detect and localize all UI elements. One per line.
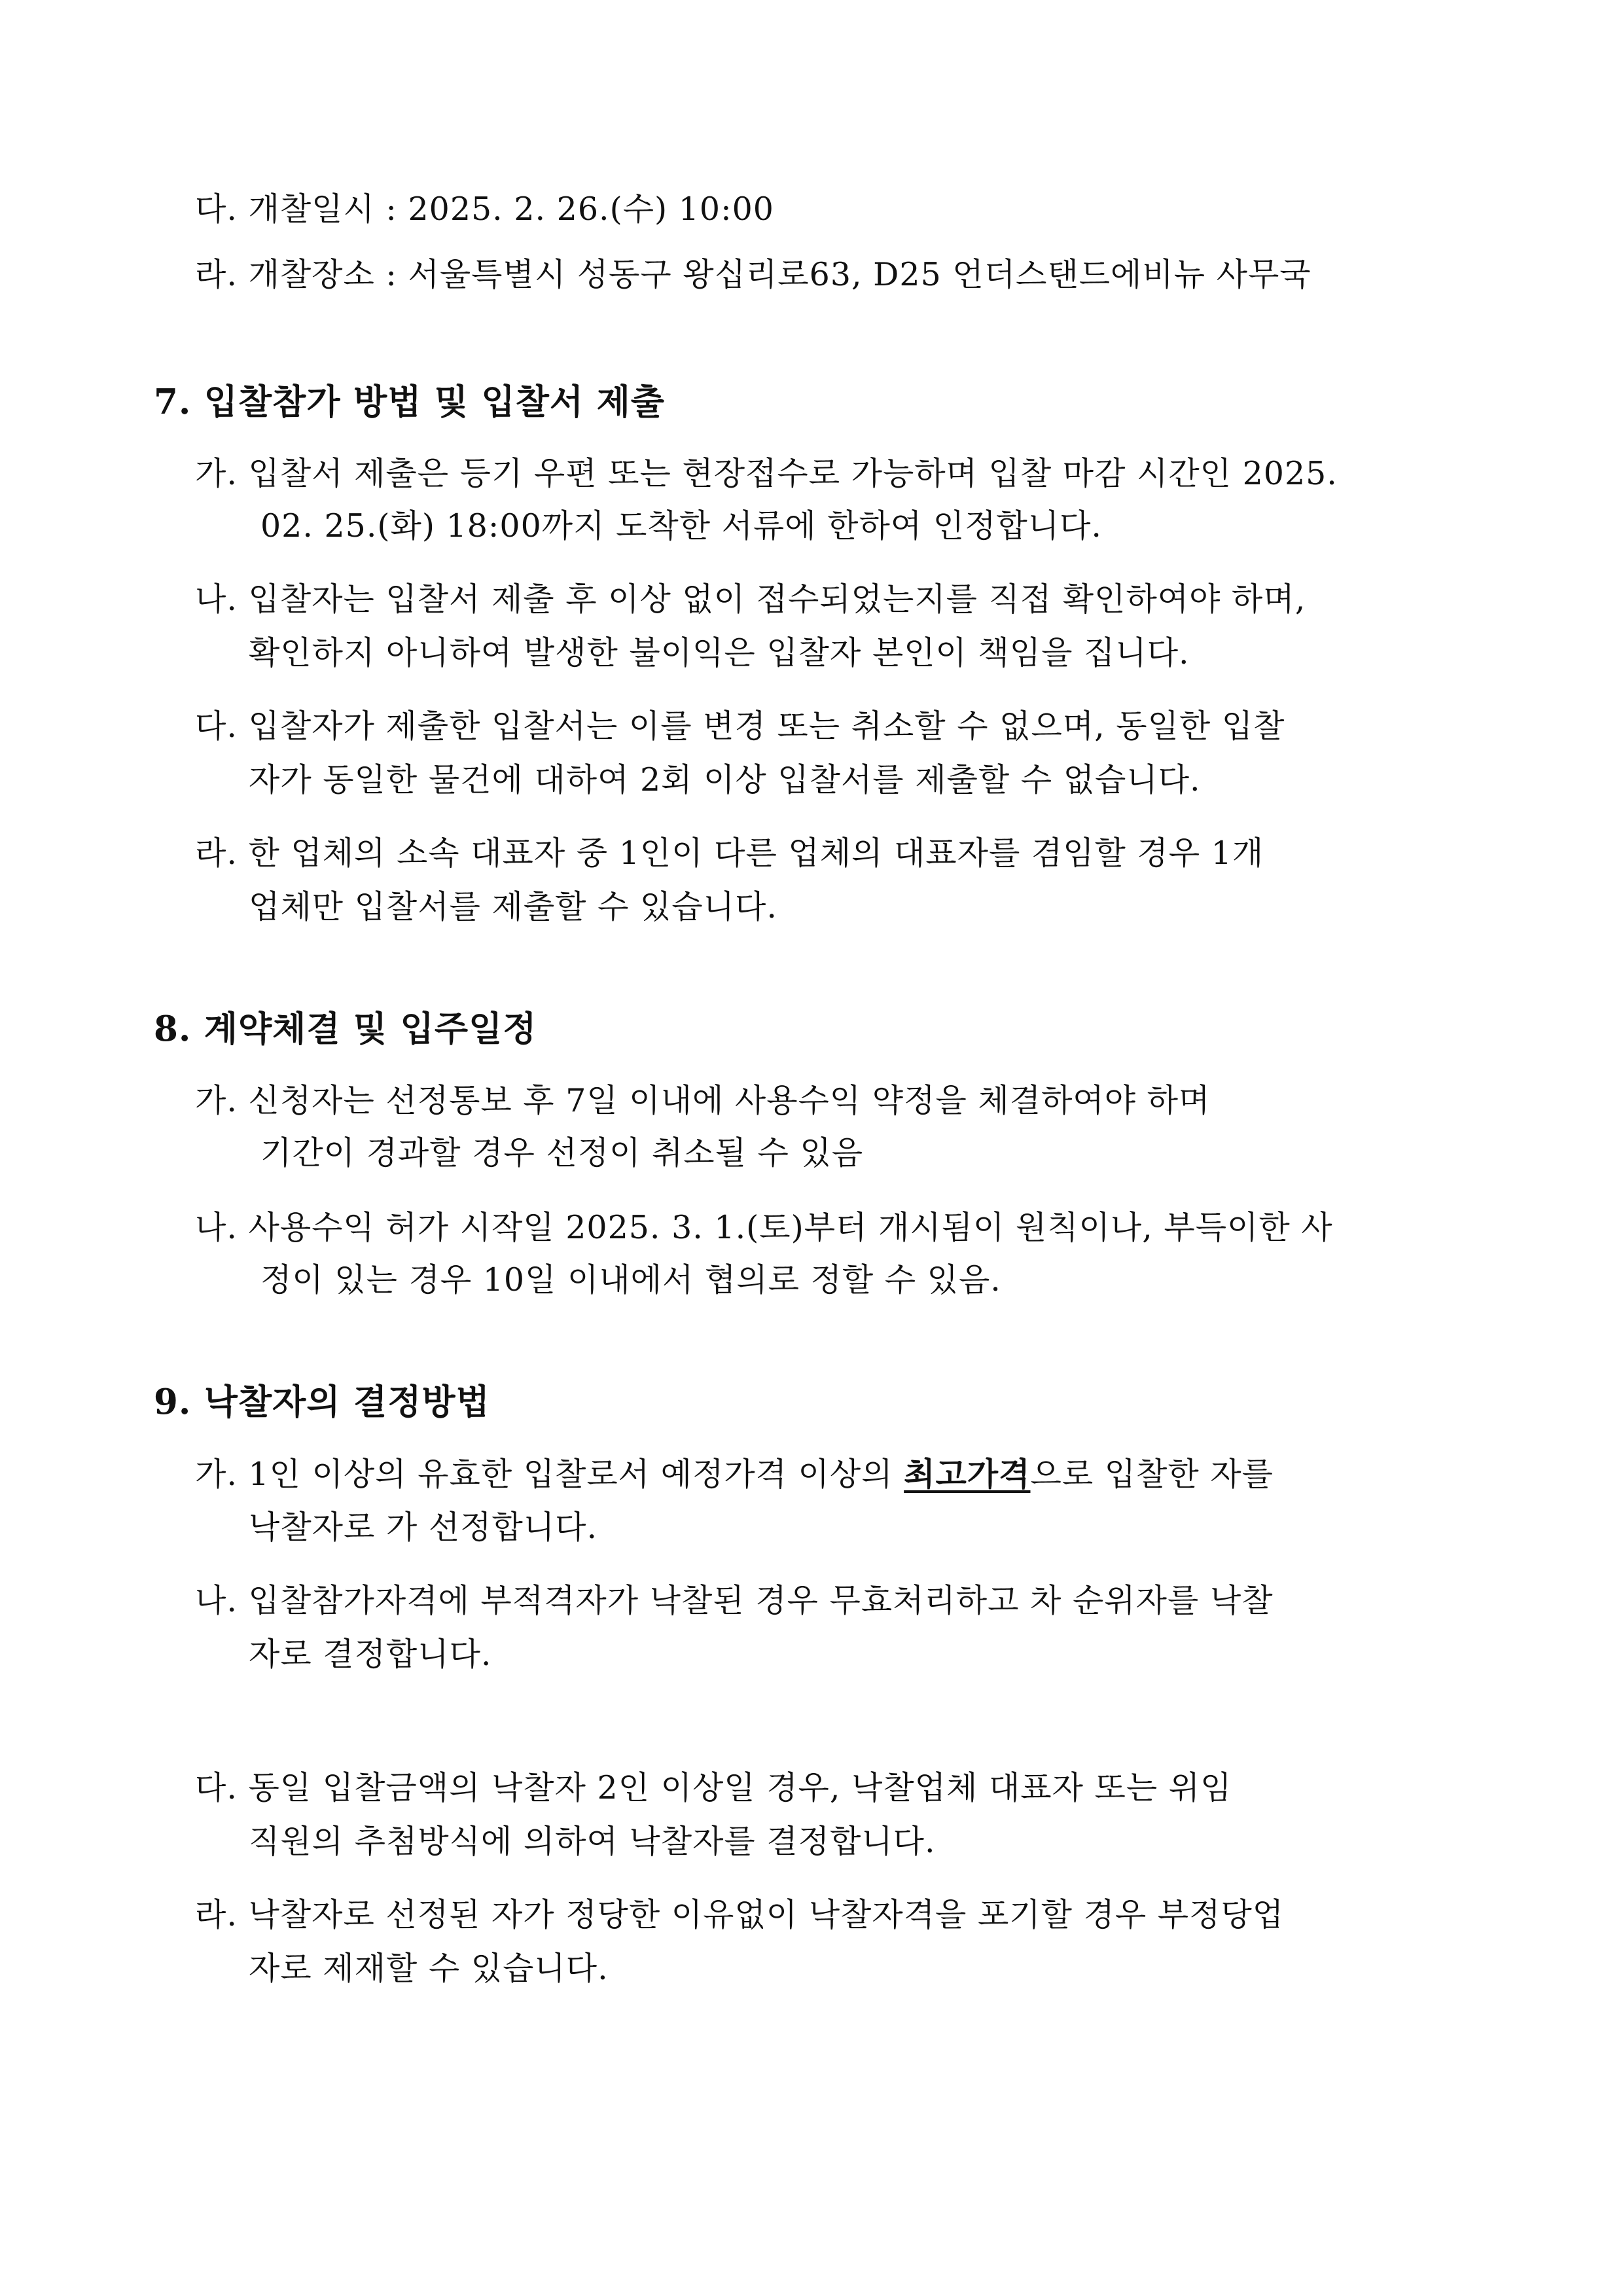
s9-item-ga-line1 (195, 1454, 1274, 1494)
s9-item-ra-line2: 자로 제재할 수 있습니다. (249, 1950, 609, 1987)
s7-item-da-line1: 다. 입찰자가 제출한 입찰서는 이를 변경 또는 취소할 수 없으며, 동일한 입찰 (195, 708, 1285, 745)
s9-item-ga-line2: 낙찰자로 가 선정합니다. (249, 1509, 598, 1546)
s7-item-ra-line1: 라. 한 업체의 소속 대표자 중 1인이 다른 업체의 대표자를 겸임할 경우 1개 (195, 834, 1264, 872)
s7-item-ga-line1: 가. 입찰서 제출은 등기 우편 또는 현장접수로 가능하며 입찰 마감 시간인 2025. (195, 455, 1338, 492)
section-8-title: 8. 계약체결 및 입주일정 (154, 1009, 537, 1049)
s8-item-na-line1: 나. 사용수익 허가 시작일 2025. 3. 1.(토)부터 개시됨이 원칙이나, 부득이한 사 (195, 1209, 1333, 1246)
s8-item-ga-line2: 기간이 경과할 경우 선정이 취소될 수 있음 (260, 1134, 864, 1172)
s7-item-da-line2: 자가 동일한 물건에 대하여 2회 이상 입찰서를 제출할 수 없습니다. (249, 761, 1201, 798)
s9-item-da-line2: 직원의 추첨방식에 의하여 낙찰자를 결정합니다. (249, 1823, 936, 1860)
opening-location: 라. 개찰장소 : 서울특별시 성동구 왕십리로63, D25 언더스탠드에비뉴 사무국 (195, 256, 1311, 293)
s7-item-ga-line2: 02. 25.(화) 18:00까지 도착한 서류에 한하여 인정합니다. (260, 507, 1103, 545)
s9-item-na-line1: 나. 입찰참가자격에 부적격자가 낙찰된 경우 무효처리하고 차 순위자를 낙찰 (195, 1582, 1274, 1619)
s7-item-na-line1: 나. 입찰자는 입찰서 제출 후 이상 없이 접수되었는지를 직접 확인하여야 하며, (195, 581, 1306, 618)
s8-item-ga-line1: 가. 신청자는 선정통보 후 7일 이내에 사용수익 약정을 체결하여야 하며 (195, 1082, 1211, 1119)
s8-item-na-line2: 정이 있는 경우 10일 이내에서 협의로 정할 수 있음. (260, 1261, 1001, 1299)
highest-price-emphasis: 최고가격 (904, 1455, 1031, 1493)
s7-item-ra-line2: 업체만 입찰서를 제출할 수 있습니다. (249, 888, 777, 925)
s9-ga-text-after: 으로 입찰한 자를 (1030, 1456, 1274, 1493)
section-7-title: 7. 입찰참가 방법 및 입찰서 제출 (154, 382, 665, 422)
s9-item-na-line2: 자로 결정합니다. (249, 1636, 492, 1673)
s7-item-na-line2: 확인하지 아니하여 발생한 불이익은 입찰자 본인이 책임을 집니다. (249, 634, 1190, 672)
opening-datetime: 다. 개찰일시 : 2025. 2. 26.(수) 10:00 (195, 190, 774, 228)
section-9-title: 9. 낙찰자의 결정방법 (154, 1382, 490, 1422)
s9-item-da-line1: 다. 동일 입찰금액의 낙찰자 2인 이상일 경우, 낙찰업체 대표자 또는 위임 (195, 1769, 1232, 1806)
s9-item-ra-line1: 라. 낙찰자로 선정된 자가 정당한 이유없이 낙찰자격을 포기할 경우 부정당업 (195, 1896, 1285, 1933)
s9-ga-text-before: 가. 1인 이상의 유효한 입찰로서 예정가격 이상의 (195, 1456, 904, 1493)
